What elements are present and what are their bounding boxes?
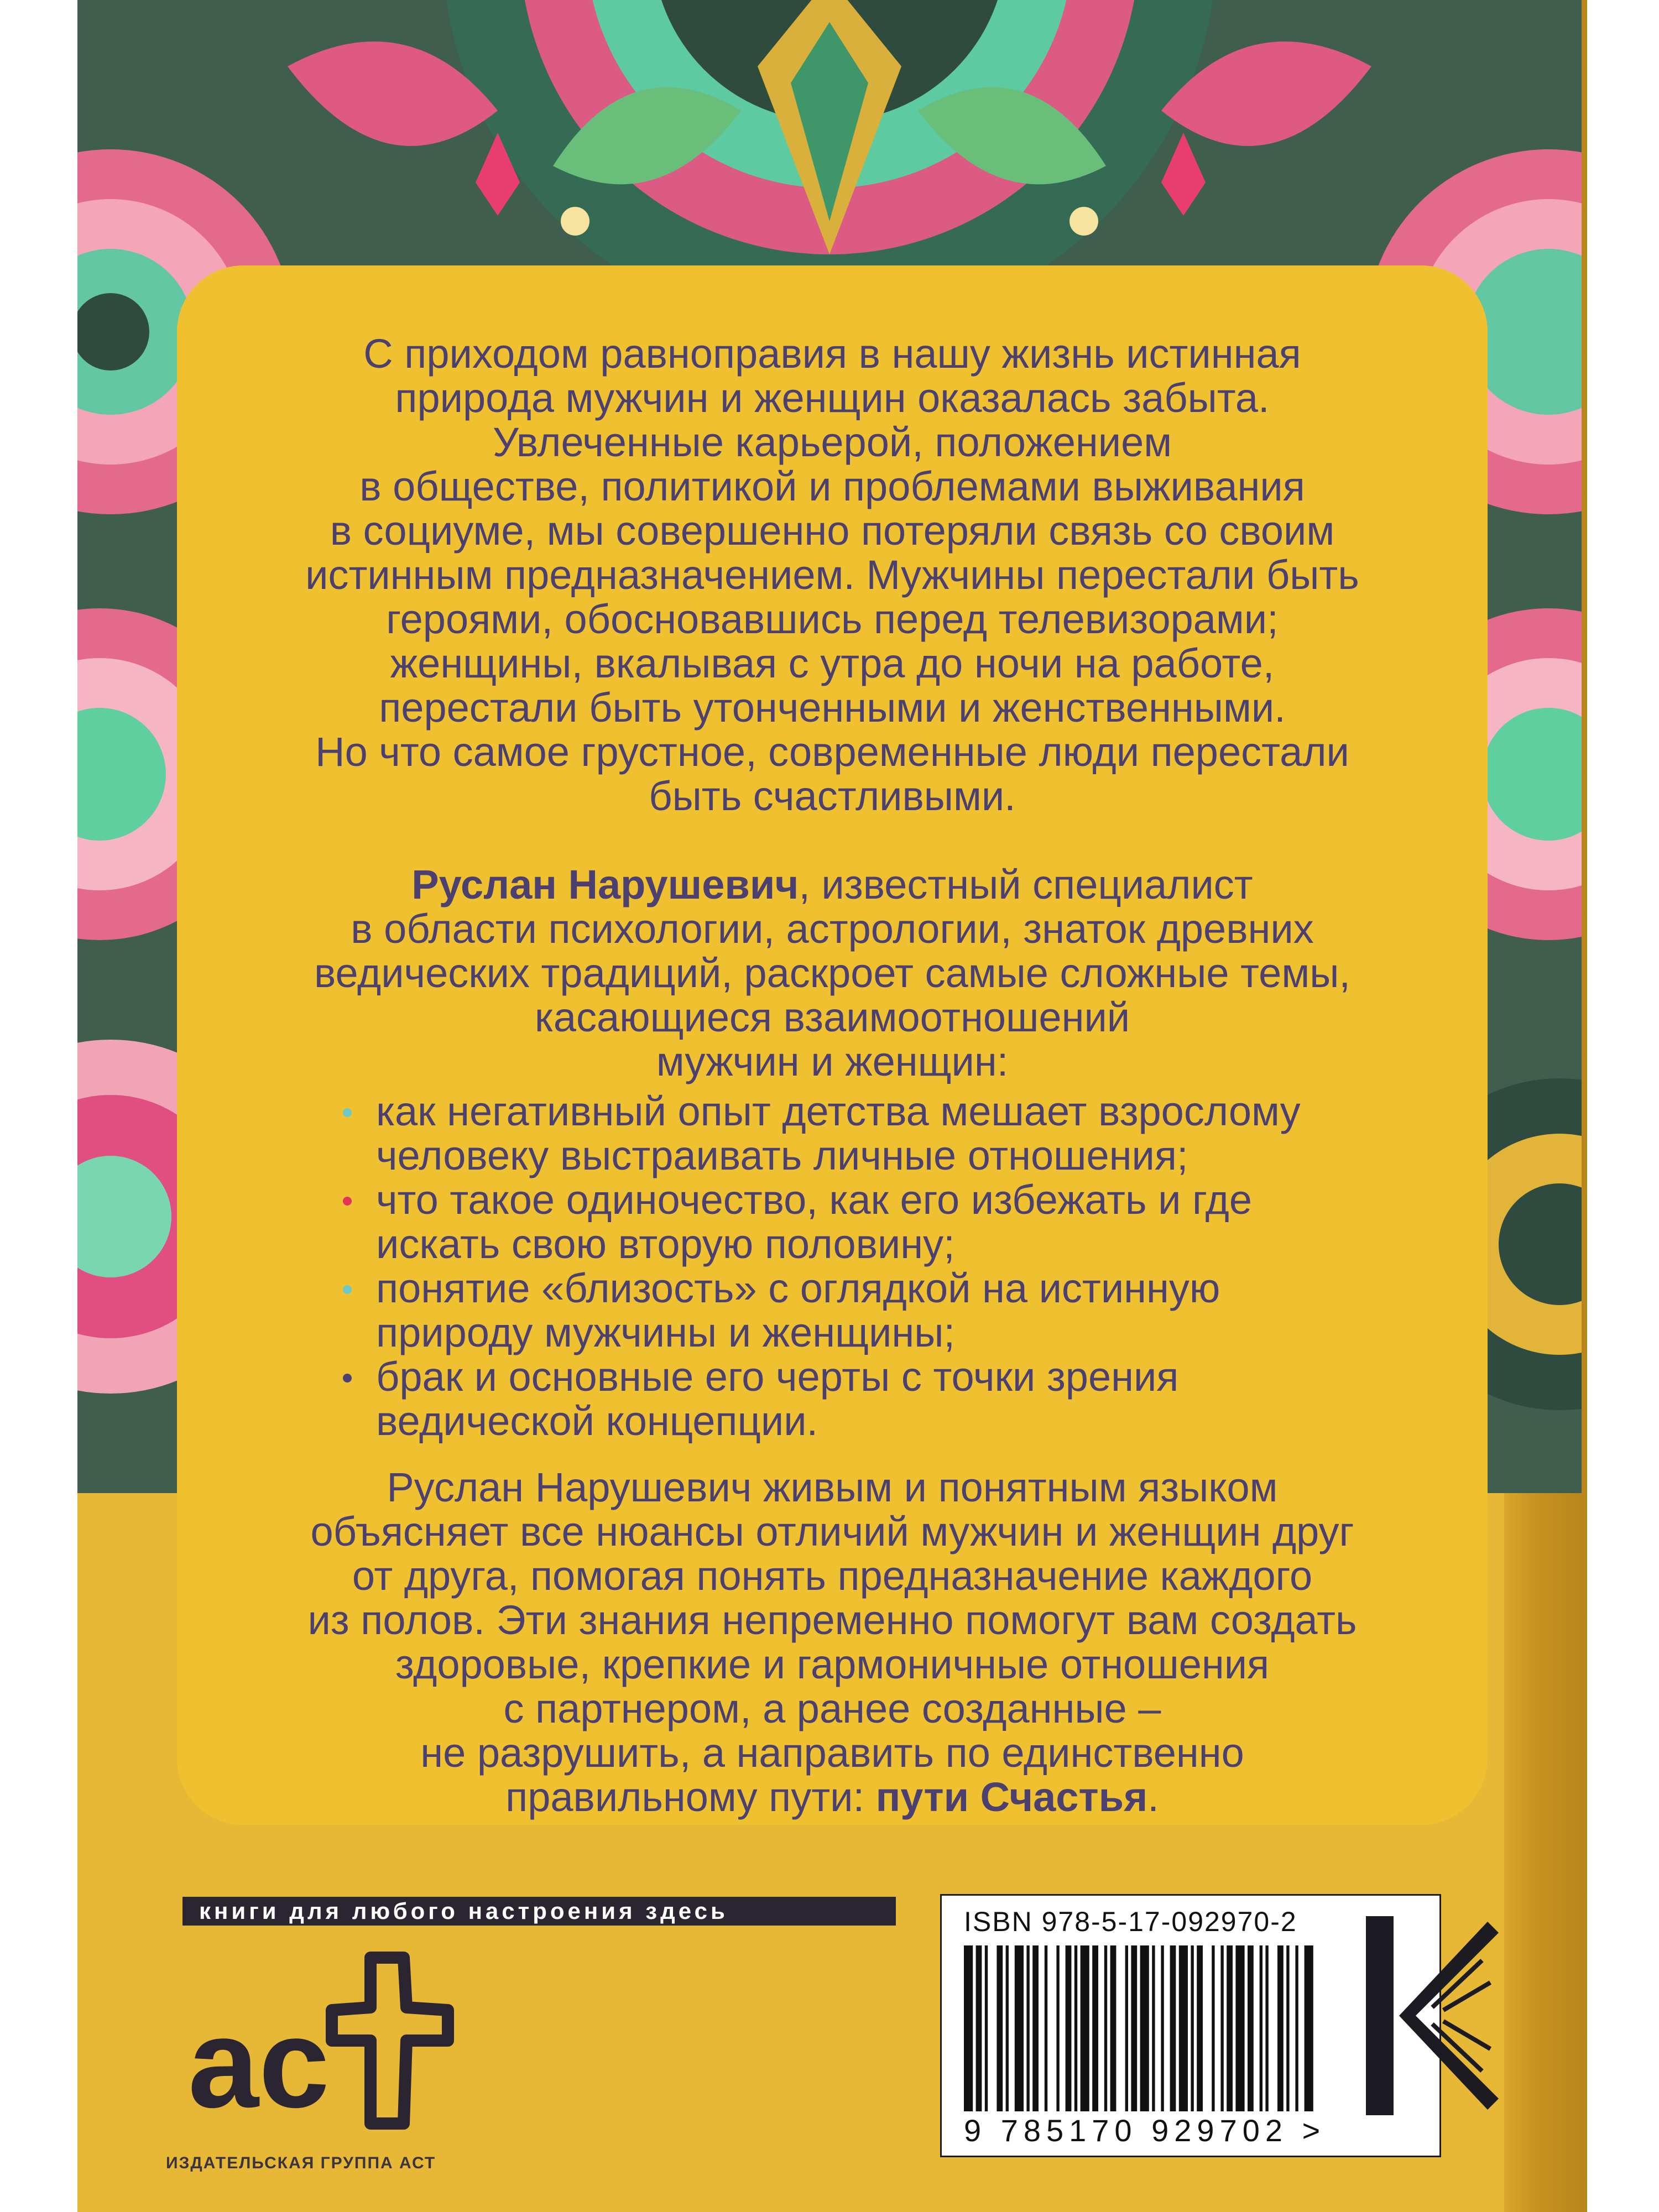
barcode-bar	[1212, 1945, 1214, 2111]
barcode-bar	[1026, 1945, 1029, 2111]
intro-line: в социуме, мы совершенно потеряли связь со своим	[330, 508, 1335, 554]
tagline-strip: книги для любого настроения здесь	[182, 1897, 896, 1926]
barcode-bar	[1131, 1945, 1137, 2111]
barcode-bar	[1074, 1945, 1077, 2111]
barcode-bar	[1110, 1945, 1117, 2111]
isbn-number: ISBN 978-5-17-092970-2	[964, 1906, 1297, 1937]
conclusion-line: с партнером, а ранее созданные –	[503, 1686, 1161, 1731]
intro-line: в обществе, политикой и проблемами выживания	[359, 463, 1305, 509]
happiness-path-bold: пути Счастья	[875, 1774, 1148, 1820]
author-line: в области психологии, астрологии, знаток древних	[351, 906, 1314, 952]
list-item-line: искать свою вторую половину;	[376, 1221, 955, 1267]
barcode-bar	[1295, 1945, 1298, 2111]
barcode-bar	[1006, 1945, 1009, 2111]
list-item-line: брак и основные его черты с точки зрения	[376, 1354, 1179, 1400]
intro-line: быть счастливыми.	[649, 773, 1016, 819]
barcode-bar	[1015, 1945, 1024, 2111]
barcode-icon	[964, 1945, 1417, 2111]
barcode-bar	[1286, 1945, 1289, 2111]
author-line: ведических традиций, раскроет самые сложные темы,	[314, 950, 1350, 996]
author-line: касающиеся взаимоотношений	[534, 994, 1130, 1040]
author-line-rest: , известный специалист	[799, 862, 1253, 907]
topics-list	[177, 1089, 1488, 1443]
barcode-bar	[1197, 1945, 1203, 2111]
barcode-bar	[1305, 1945, 1313, 2111]
list-item-line: природу мужчины и женщины;	[376, 1310, 955, 1355]
conclusion-line: Руслан Нарушевич живым и понятным языком	[387, 1464, 1278, 1510]
conclusion-line: объясняет все нюансы отличий мужчин и женщин друг	[310, 1509, 1354, 1554]
barcode-bar	[1260, 1945, 1262, 2111]
barcode-bar	[997, 1945, 1003, 2111]
barcode-bar	[1125, 1945, 1128, 2111]
bullet-dot-icon	[343, 1197, 352, 1206]
k-book-logo-icon	[1360, 1911, 1504, 2121]
barcode-bar	[964, 1945, 973, 2111]
list-item-line: понятие «близость» с оглядкой на истинную	[376, 1265, 1220, 1311]
intro-line: природа мужчин и женщин оказалась забыта.	[395, 375, 1270, 421]
barcode-bar	[1056, 1945, 1059, 2111]
barcode-bar	[976, 1945, 982, 2111]
list-item	[177, 1178, 1488, 1266]
conclusion-last-line	[177, 1775, 1488, 1819]
barcode-bar	[1092, 1945, 1098, 2111]
last-line-end: .	[1147, 1774, 1159, 1820]
barcode-bar	[1104, 1945, 1107, 2111]
description-panel	[177, 265, 1488, 1825]
author-paragraph	[177, 863, 1488, 1084]
conclusion-line: от друга, помогая понять предназначение каждого	[352, 1553, 1313, 1599]
intro-line: героями, обосновавшись перед телевизорами;	[386, 596, 1279, 642]
last-line-start: правильному пути:	[505, 1774, 876, 1820]
conclusion-line: не разрушить, а направить по единственно	[420, 1730, 1244, 1776]
barcode-bar	[1081, 1945, 1089, 2111]
bullet-dot-icon	[343, 1108, 352, 1117]
barcode-bar	[1170, 1945, 1176, 2111]
barcode-bar	[1032, 1945, 1039, 2111]
list-item-line: человеку выстраивать личные отношения;	[376, 1133, 1188, 1178]
author-name: Руслан Нарушевич	[411, 862, 799, 907]
barcode-bar	[1140, 1945, 1149, 2111]
intro-line: истинным предназначением. Мужчины перестали быть	[305, 552, 1359, 598]
intro-line: перестали быть утонченными и женственными.	[379, 685, 1286, 731]
list-item-line: ведической концепции.	[376, 1398, 818, 1444]
intro-line: Но что самое грустное, современные люди перестали	[315, 729, 1349, 775]
barcode-bar	[1066, 1945, 1072, 2111]
barcode-bar	[1227, 1945, 1233, 2111]
list-item	[177, 1355, 1488, 1443]
barcode-bar	[1161, 1945, 1164, 2111]
barcode-bar	[1265, 1945, 1268, 2111]
barcode-bar	[1277, 1945, 1284, 2111]
intro-line: Увлеченные карьерой, положением	[492, 419, 1172, 465]
bullet-dot-icon	[343, 1285, 352, 1294]
ean-digits: 9 785170 929702 >	[964, 2113, 1326, 2148]
ast-logo-letters: ас	[188, 1992, 330, 2134]
intro-paragraph	[177, 332, 1488, 818]
bullet-dot-icon	[343, 1374, 352, 1383]
barcode-bar	[1248, 1945, 1254, 2111]
conclusion-line: из полов. Эти знания непременно помогут вам создать	[307, 1597, 1357, 1643]
ast-cross-logo-icon	[188, 1947, 520, 2135]
barcode-bar	[1152, 1945, 1155, 2111]
list-item	[177, 1266, 1488, 1355]
list-item-line: что такое одиночество, как его избежать и где	[376, 1177, 1252, 1223]
intro-line: женщины, вкалывая с утра до ночи на работе,	[390, 640, 1275, 686]
barcode-bar	[1179, 1945, 1188, 2111]
author-line: мужчин и женщин:	[656, 1039, 1009, 1084]
barcode-bar	[985, 1945, 988, 2111]
barcode-bar	[1220, 1945, 1223, 2111]
conclusion-line: здоровые, крепкие и гармоничные отношения	[395, 1641, 1270, 1687]
barcode-bar	[1235, 1945, 1244, 2111]
publisher-name: ИЗДАТЕЛЬСКАЯ ГРУППА АСТ	[166, 2154, 436, 2172]
barcode-bar	[1045, 1945, 1047, 2111]
author-first-line	[177, 863, 1488, 907]
intro-line: С приходом равноправия в нашу жизнь истинная	[363, 331, 1301, 377]
barcode-bar	[1191, 1945, 1193, 2111]
list-item	[177, 1089, 1488, 1178]
conclusion-paragraph	[177, 1465, 1488, 1819]
list-item-line: как негативный опыт детства мешает взрослому	[376, 1088, 1301, 1134]
